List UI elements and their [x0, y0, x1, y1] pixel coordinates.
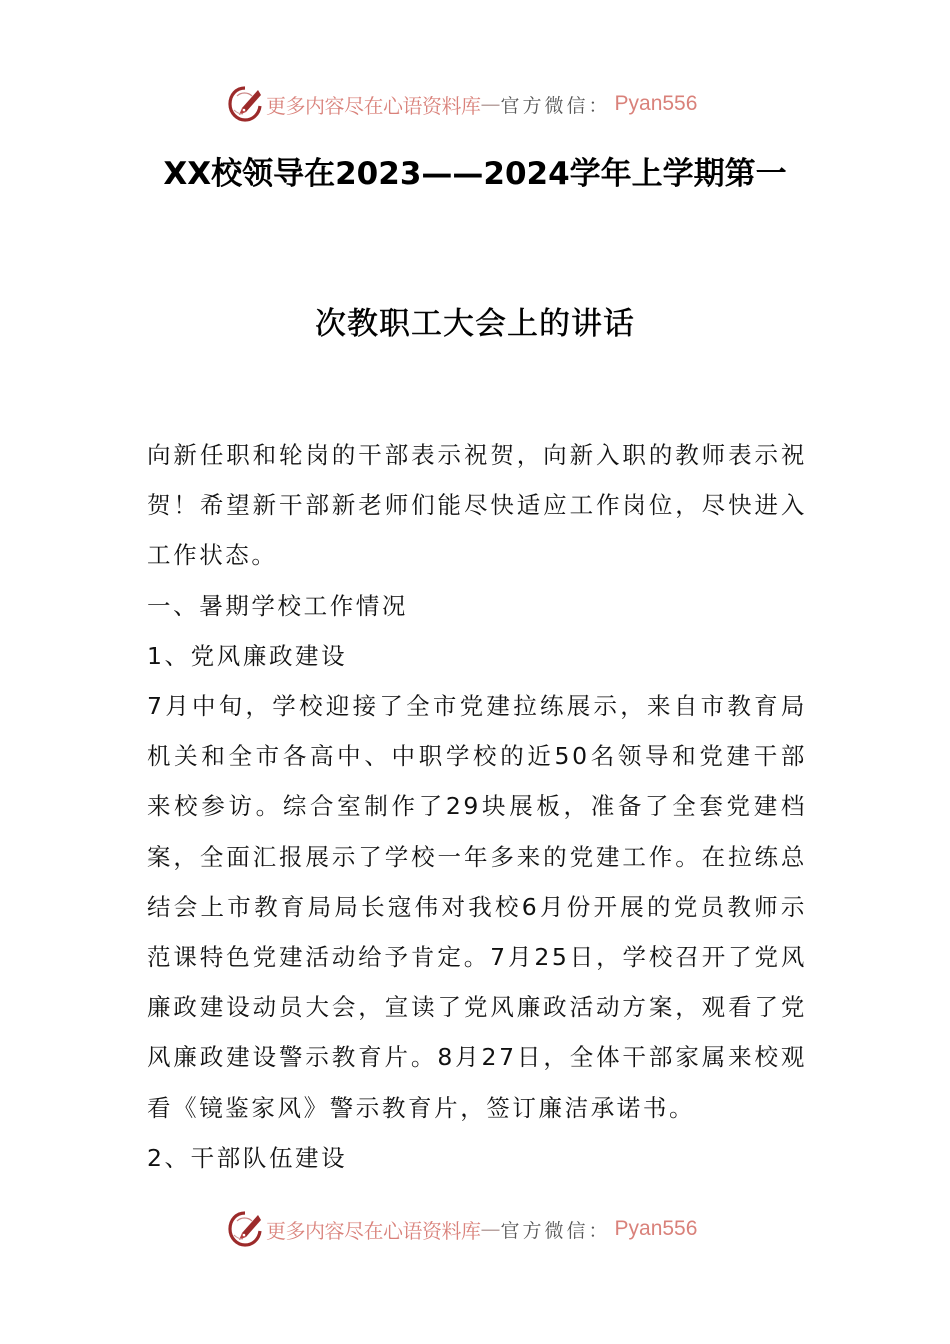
- section-heading-1: 一、暑期学校工作情况: [147, 591, 408, 620]
- subsection-heading-1: 1、党风廉政建设: [147, 641, 348, 670]
- watermark-dash: —: [480, 92, 501, 116]
- document-body: [147, 430, 807, 1183]
- body-paragraph: 7月中旬，学校迎接了全市党建拉练展示，来自市教育局机关和全市各高中、中职学校的近50名领导和党建干部来校参访。综合室制作了29块展板，准备了全套党建档案，全面汇报展示了学校一年多来的党建工作。在拉练总结会上市教育局局长寇伟对我校6月份开展的党员教师示范课特色党建活动给予肯定。7月25日，学校召开了党风廉政建设动员大会，宣读了党风廉政活动方案，观看了党风廉政建设警示教育片。8月27日，全体干部家属来校观看《镜鉴家风》警示教育片，签订廉洁承诺书。: [147, 692, 807, 1122]
- intro-paragraph: 向新任职和轮岗的干部表示祝贺，向新入职的教师表示祝贺！希望新干部新老师们能尽快适应工作岗位，尽快进入工作状态。: [147, 441, 807, 570]
- header-watermark: [228, 84, 697, 124]
- pen-nib-logo-icon: [228, 86, 262, 122]
- document-title-line2: 次教职工大会上的讲话: [315, 306, 635, 342]
- watermark-wechat-id: Pyan556: [614, 1217, 698, 1240]
- subsection-heading-2: 2、干部队伍建设: [147, 1143, 348, 1172]
- watermark-wechat-label: 官方微信：: [500, 94, 611, 117]
- watermark-slogan: 更多内容尽在心语资料库: [266, 1218, 481, 1243]
- document-title-line1: XX校领导在2023——2024学年上学期第一: [163, 156, 787, 192]
- watermark-dash: —: [480, 1217, 501, 1241]
- footer-watermark: [228, 1209, 697, 1249]
- watermark-slogan: 更多内容尽在心语资料库: [266, 93, 481, 118]
- watermark-wechat-id: Pyan556: [614, 92, 698, 115]
- watermark-wechat-label: 官方微信：: [500, 1219, 611, 1242]
- pen-nib-logo-icon: [228, 1211, 262, 1247]
